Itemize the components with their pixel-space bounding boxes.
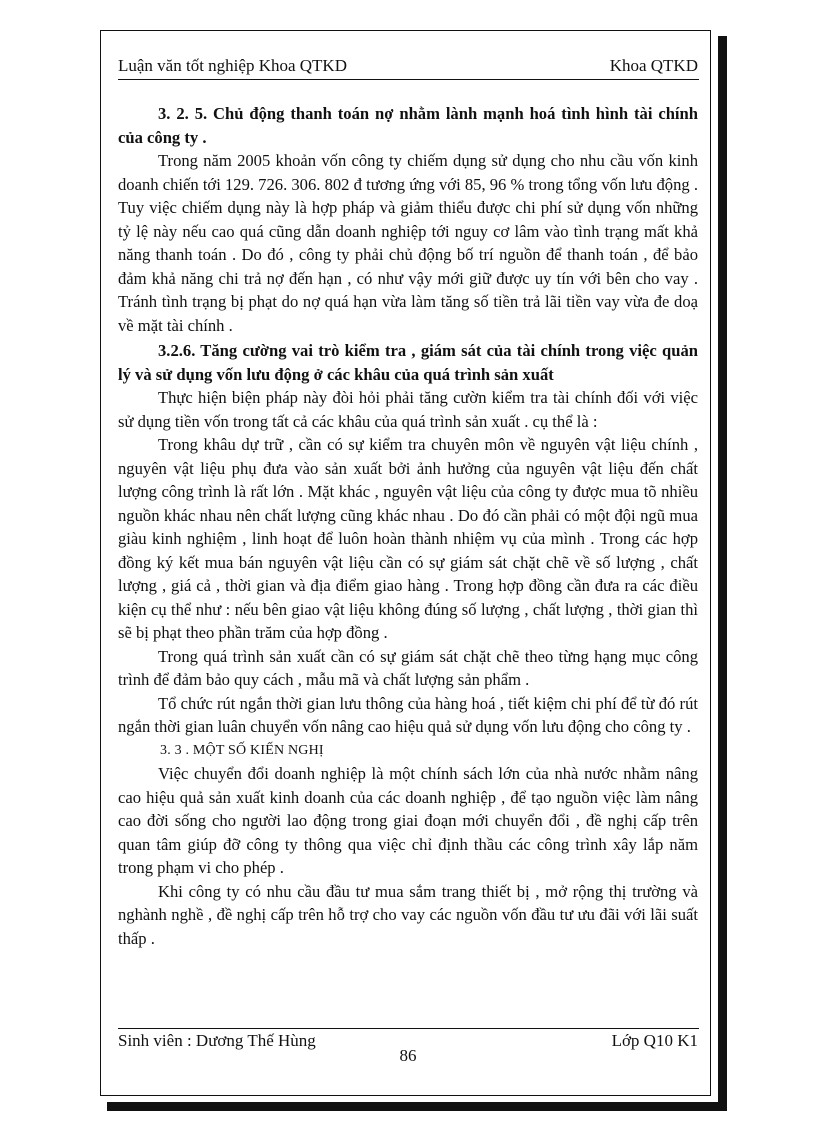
page-header (118, 52, 698, 76)
header-rule (118, 79, 699, 80)
paragraph: Thực hiện biện pháp này đòi hỏi phải tăng cườn kiểm tra tài chính đối với việc sử dụng tiền vốn trong tất cả các khâu của quá trình sản xuất . cụ thể là : (118, 388, 698, 431)
header-left: Luận văn tốt nghiệp Khoa QTKD (118, 56, 347, 75)
heading-3-2-6: 3.2.6. Tăng cường vai trò kiểm tra , giám sát của tài chính trong việc quản lý và sử dụng vốn lưu động ở các khâu của quá trình sản xuất (118, 341, 698, 384)
paragraph: Trong khâu dự trữ , cần có sự kiểm tra chuyên môn về nguyên vật liệu chính , nguyên vật liệu phụ đưa vào sản xuất bởi ảnh hưởng của nguyên vật liệu đến chất lượng công trình là rất lớn . Mặt khác , nguyên vật liệu của công ty được mua tõ nhiều nguồn khác nhau nên chất lượng cũng khác nhau . Do đó cần phải có một đội ngũ mua giàu kinh nghiệm , linh hoạt để luôn hoàn thành nhiệm vụ của mình . Trong các hợp đồng ký kết mua bán nguyên vật liệu cần có sự giám sát chặt chẽ về số lượng , chất lượng , giá cả , thời gian và địa điểm giao hàng . Trong hợp đồng cần đưa ra các điều kiện cụ thể như : nếu bên giao vật liệu không đúng số lượng , chất lượng , thời gian thì sẽ bị phạt theo phần trăm của hợp đồng . (118, 435, 698, 642)
paragraph: Khi công ty có nhu cầu đầu tư mua sắm trang thiết bị , mở rộng thị trường và nghành nghề , đề nghị cấp trên hỗ trợ cho vay các nguồn vốn đầu tư ưu đãi với lãi suất thấp . (118, 881, 698, 948)
section-title-3-3: 3. 3 . MỘT SỐ KIẾN NGHỊ (160, 742, 324, 758)
footer-rule (118, 1028, 699, 1029)
footer-student: Sinh viên : Dương Thế Hùng (118, 1031, 316, 1050)
heading-3-2-5: 3. 2. 5. Chủ động thanh toán nợ nhằm lành mạnh hoá tình hình tài chính của công ty . (118, 104, 698, 147)
paragraph: Tổ chức rút ngắn thời gian lưu thông của hàng hoá , tiết kiệm chi phí để từ đó rút ngắn thời gian luân chuyển vốn nâng cao hiệu quả sử dụng vốn lưu động cho công ty . (118, 693, 698, 736)
page-number: 86 (399, 1046, 417, 1065)
paragraph: Trong năm 2005 khoản vốn công ty chiếm dụng sử dụng cho nhu cầu vốn kinh doanh chiến tới 129. 726. 306. 802 đ tương ứng với 85, 96 % trong tổng vốn lưu động . Tuy việc chiếm dụng này là hợp pháp và giảm thiểu được chi phí sử dụng vốn những tỷ lệ này nếu cao quá cũng dẫn doanh nghiệp tới nguy cơ lâm vào tình trạng mất khả năng thanh toán . Do đó , công ty phải chủ động bố trí nguồn để thanh toán , để bảo đảm khả năng chi trả nợ đến hạn , có như vậy mới giữ được uy tín với bên cho vay . Tránh tình trạng bị phạt do nợ quá hạn vừa làm tăng số tiền trả lãi tiền vay vừa đe doạ về mặt tài chính . (118, 151, 698, 335)
document-body (118, 100, 698, 950)
paragraph: Trong quá trình sản xuất cần có sự giám sát chặt chẽ theo từng hạng mục công trình để đảm bảo quy cách , mẫu mã và chất lượng sản phẩm . (118, 646, 698, 689)
footer-class: Lớp Q10 K1 (611, 1031, 698, 1050)
header-right: Khoa QTKD (609, 56, 698, 75)
paragraph: Việc chuyển đổi doanh nghiệp là một chính sách lớn của nhà nước nhằm nâng cao hiệu quả sản xuất kinh doanh của các doanh nghiệp , để tạo nguồn việc làm nâng cao đời sống cho người lao động trong giai đoạn mới chuyển đổi , đề nghị cấp trên quan tâm giúp đỡ công ty thông qua việc chỉ định thầu các công trình xây lắp năm trong phạm vi cho phép . (118, 764, 698, 877)
